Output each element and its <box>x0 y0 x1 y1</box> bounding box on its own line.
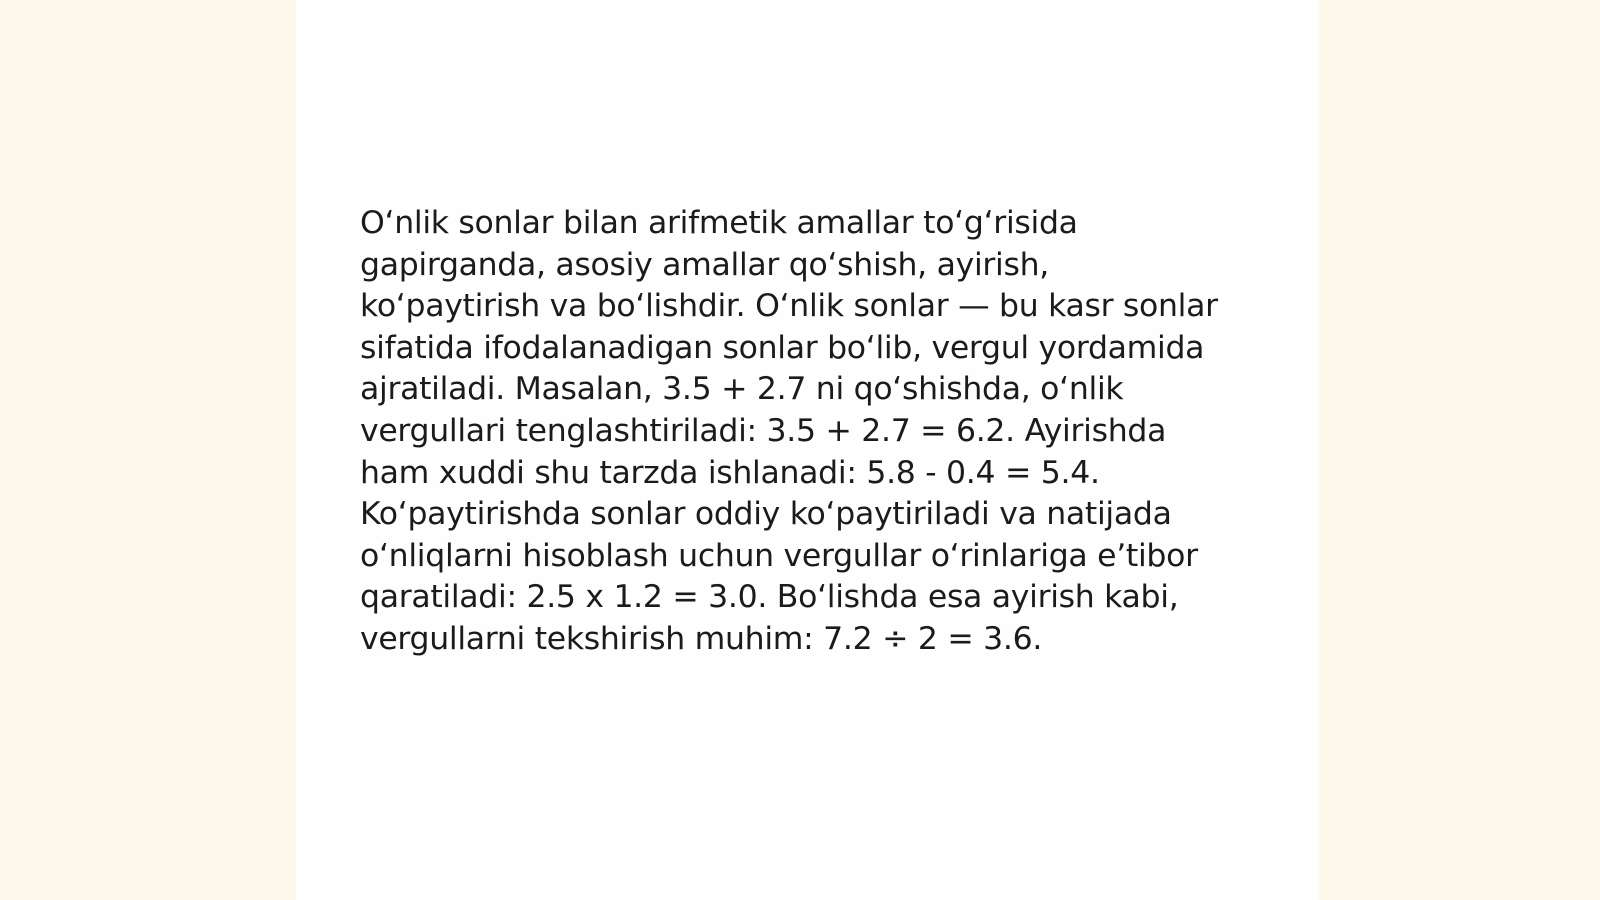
document-page <box>296 0 1318 900</box>
body-paragraph: O‘nlik sonlar bilan arifmetik amallar to‘g‘risida gapirganda, asosiy amallar qo‘shish, ayirish, ko‘paytirish va bo‘lishdir. O‘nlik sonlar — bu kasr sonlar sifatida ifodalanadigan sonlar bo‘lib, vergul yordamida ajratiladi. Masalan, 3.5 + 2.7 ni qo‘shishda, o‘nlik vergullari tenglashtiriladi: 3.5 + 2.7 = 6.2. Ayirishda ham xuddi shu tarzda ishlanadi: 5.8 - 0.4 = 5.4. Ko‘paytirishda sonlar oddiy ko‘paytiriladi va natijada o‘nliqlarni hisoblash uchun vergullar o‘rinlariga e’tibor qaratiladi: 2.5 x 1.2 = 3.0. Bo‘lishda esa ayirish kabi, vergullarni tekshirish muhim: 7.2 ÷ 2 = 3.6. <box>360 205 1218 657</box>
